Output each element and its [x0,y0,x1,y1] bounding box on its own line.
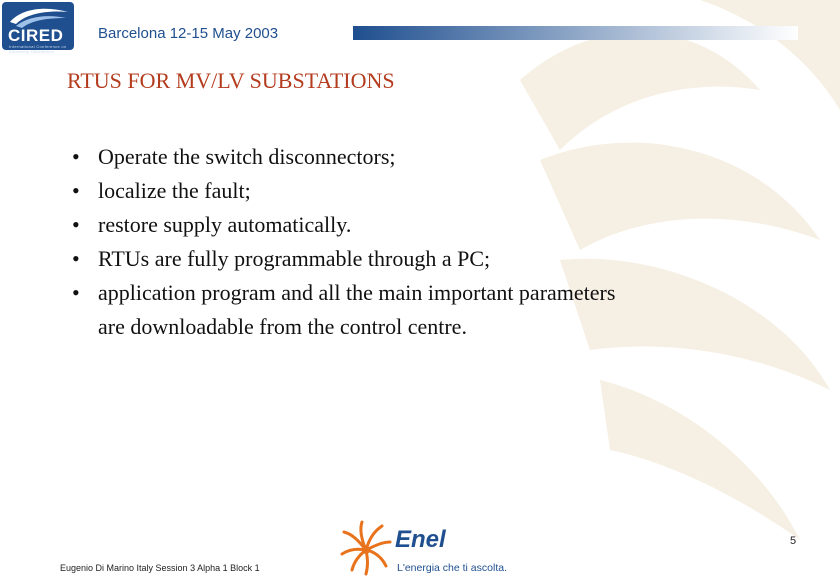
bullet-text: Operate the switch disconnectors; [98,144,396,169]
header [0,0,840,56]
bullet-item [72,276,792,310]
logo-text: CIRED [8,26,64,45]
bullet-item [72,242,792,276]
bullet-dot-icon: • [72,212,80,237]
conference-title: Barcelona 12-15 May 2003 [98,25,279,42]
cired-logo [2,2,74,54]
footer-author: Eugenio Di Marino Italy Session 3 Alpha 1 Block 1 [60,563,260,573]
page-number: 5 [790,535,797,547]
bullet-item [72,174,792,208]
bullet-list [72,140,792,344]
bullet-dot-icon: • [72,280,80,305]
bullet-text: localize the fault; [98,178,251,203]
enel-brand-name: Enel [395,526,446,553]
bullet-dot-icon: • [72,178,80,203]
enel-logo [338,518,518,582]
bullet-continuation [72,310,792,344]
bullet-text: application program and all the main important parameters [98,280,616,305]
header-gradient-bar [353,26,798,40]
slide-title: RTUS FOR MV/LV SUBSTATIONS [67,68,395,93]
bullet-dot-icon: • [72,246,80,271]
bullet-item [72,140,792,174]
bullet-dot-icon: • [72,144,80,169]
sun-icon [338,520,394,576]
bullet-item [72,208,792,242]
bullet-text: RTUs are fully programmable through a PC; [98,246,491,271]
enel-tagline: L'energia che ti ascolta. [397,562,507,574]
bullet-text: are downloadable from the control centre. [98,314,467,339]
logo-subtext: International Conference on Electricity Distribution [9,44,67,54]
bullet-text: restore supply automatically. [98,212,352,237]
